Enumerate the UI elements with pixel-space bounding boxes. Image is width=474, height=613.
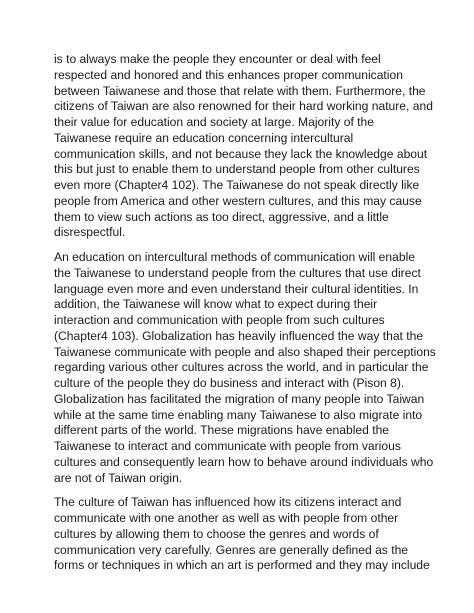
text-line: The culture of Taiwan has influenced how its citizens interact and [54, 495, 402, 510]
text-line: respected and honored and this enhances proper communication [54, 67, 403, 82]
text-line: forms or techniques in which an art is performed and they may include [54, 558, 430, 573]
text-line: addition, the Taiwanese will know what to expect during their [54, 297, 378, 312]
text-line: cultures by allowing them to choose the genres and words of [54, 526, 379, 541]
text-line: is to always make the people they encounter or deal with feel [54, 52, 381, 66]
text-line: communication skills, and not because they lack the knowledge about [54, 146, 428, 161]
text-line: citizens of Taiwan are also renowned for their hard working nature, and [54, 99, 433, 114]
text-line: Taiwanese to interact and communicate with people from various [54, 439, 401, 453]
paragraph-3 [54, 495, 430, 574]
text-line: communicate with one another as well as with people from other [54, 511, 399, 525]
text-line: communication very carefully. Genres are generally defined as the [54, 542, 409, 557]
text-line: between Taiwanese and those that relate with them. Furthermore, the [54, 83, 426, 98]
text-line: Globalization has facilitated the migration of many people into Taiwan [54, 391, 425, 406]
text-line: while at the same time enabling many Taiwanese to also migrate into [54, 407, 423, 422]
text-line: their value for education and society at large. Majority of the [54, 115, 374, 129]
text-line: cultures and consequently learn how to behave around individuals who [54, 454, 434, 469]
text-line: the Taiwanese to understand people from the cultures that use direct [54, 265, 421, 280]
text-line: are not of Taiwan origin. [54, 470, 183, 485]
text-line: people from America and other western cultures, and this may cause [54, 193, 422, 208]
text-line: Taiwanese communicate with people and also shaped their perceptions [54, 344, 436, 359]
text-line: (Chapter4 103). Globalization has heavily influenced the way that the [54, 328, 424, 343]
text-line: different parts of the world. These migrations have enabled the [54, 423, 390, 438]
text-line: regarding various other cultures across the world, and in particular the [54, 360, 429, 375]
body-text [54, 52, 436, 583]
paragraph-2 [54, 250, 436, 486]
text-line: Taiwanese require an education concerning intercultural [54, 130, 354, 145]
text-line: even more (Chapter4 102). The Taiwanese do not speak directly like [54, 178, 420, 192]
text-line: them to view such actions as too direct, aggressive, and a little [54, 209, 389, 224]
text-line: language even more and even understand their cultural identities. In [54, 281, 419, 296]
text-line: culture of the people they do business and interact with (Pison 8). [54, 376, 405, 390]
text-line: disrespectful. [54, 225, 126, 240]
paragraph-1 [54, 52, 433, 241]
text-line: this but just to enable them to understand people from other cultures [54, 162, 420, 177]
text-line: An education on intercultural methods of communication will enable [54, 250, 415, 264]
text-line: interaction and communication with people from such cultures [54, 313, 385, 327]
